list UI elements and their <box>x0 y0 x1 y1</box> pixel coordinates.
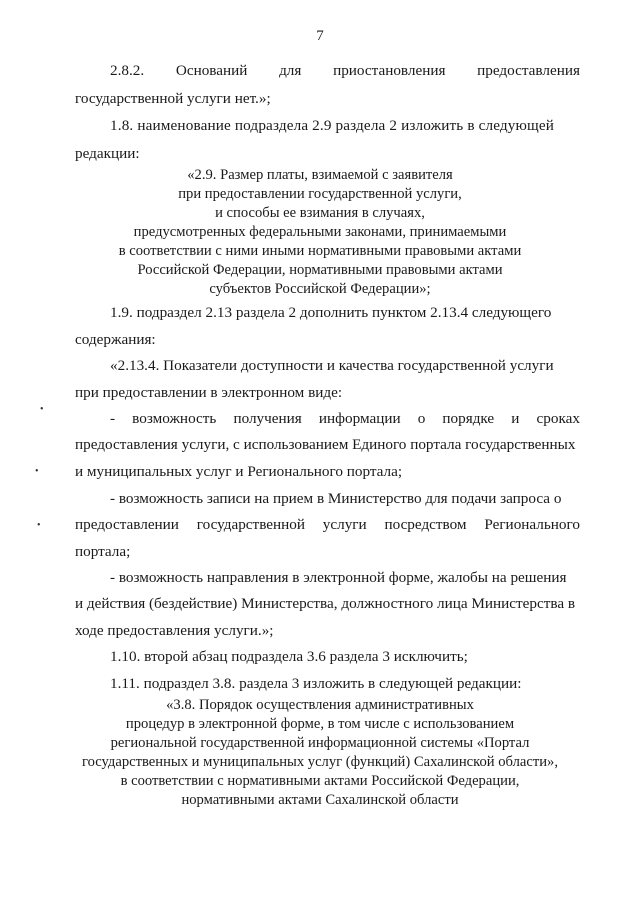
word: приостановления <box>333 62 446 79</box>
heading-line: предусмотренных федеральными законами, принимаемыми <box>133 224 507 240</box>
word: порядке <box>442 410 495 427</box>
paragraph-2-8-2-line1 <box>110 62 580 80</box>
heading-3-8 <box>60 696 580 810</box>
heading-2-9 <box>60 166 580 299</box>
paragraph-2-13-4-line2: при предоставлении в электронном виде: <box>75 384 343 401</box>
scan-artifact-mark: • <box>35 466 39 477</box>
bullet-1-line1 <box>110 410 580 428</box>
word: о <box>417 410 426 427</box>
heading-line: в соответствии с ними иными нормативными правовыми актами <box>118 243 522 259</box>
heading-line: нормативными актами Сахалинской области <box>181 792 459 808</box>
scan-artifact-mark: • <box>37 520 41 531</box>
heading-line: государственных и муниципальных услуг (функций) Сахалинской области», <box>81 754 558 770</box>
page-number: 7 <box>316 28 324 44</box>
heading-line: в соответствии с нормативными актами Российской Федерации, <box>120 773 520 789</box>
bullet-3-line2: и действия (бездействие) Министерства, должностного лица Министерства в <box>75 595 576 612</box>
word: возможность <box>132 410 217 427</box>
paragraph-1-9-line2: содержания: <box>75 331 156 348</box>
scan-artifact-mark: • <box>40 404 44 415</box>
word: для <box>279 62 302 79</box>
bullet-1-line2: предоставления услуги, с использованием Единого портала государственных <box>75 436 576 453</box>
bullet-2-line3: портала; <box>75 543 131 560</box>
word: информации <box>318 410 401 427</box>
bullet-3-line3: ходе предоставления услуги.»; <box>75 622 274 639</box>
word: Оснований <box>175 62 248 79</box>
heading-line: региональной государственной информационной системы «Портал <box>110 735 530 751</box>
heading-line: субъектов Российской Федерации»; <box>209 281 431 297</box>
heading-line: «2.9. Размер платы, взимаемой с заявителя <box>187 167 453 183</box>
paragraph-1-8-line1: 1.8. наименование подраздела 2.9 раздела 2 изложить в следующей <box>110 117 555 134</box>
heading-line: процедур в электронной форме, в том числе с использованием <box>125 716 515 732</box>
word: посредством <box>384 516 467 533</box>
word: услуги <box>322 516 367 533</box>
word: 2.8.2. <box>110 62 145 79</box>
paragraph-2-8-2-line2: государственной услуги нет.»; <box>75 90 271 107</box>
bullet-2-line1: - возможность записи на прием в Министерство для подачи запроса о <box>110 490 562 507</box>
paragraph-2-13-4-line1: «2.13.4. Показатели доступности и качества государственной услуги <box>110 357 554 374</box>
paragraph-1-8-line2: редакции: <box>75 145 140 162</box>
word: сроках <box>536 410 580 427</box>
heading-line: при предоставлении государственной услуги, <box>178 186 462 202</box>
word: - <box>110 410 116 427</box>
word: получения <box>233 410 302 427</box>
word: Регионального <box>484 516 580 533</box>
heading-line: и способы ее взимания в случаях, <box>215 205 425 221</box>
word: предоставления <box>477 62 580 79</box>
paragraph-1-10: 1.10. второй абзац подраздела 3.6 раздела 3 исключить; <box>110 648 468 665</box>
heading-line: «3.8. Порядок осуществления административных <box>166 697 474 713</box>
heading-line: Российской Федерации, нормативными правовыми актами <box>137 262 503 278</box>
paragraph-1-11: 1.11. подраздел 3.8. раздела 3 изложить в следующей редакции: <box>110 675 522 692</box>
bullet-1-line3: и муниципальных услуг и Регионального портала; <box>75 463 403 480</box>
word: и <box>511 410 520 427</box>
bullet-3-line1: - возможность направления в электронной форме, жалобы на решения <box>110 569 567 586</box>
word: предоставлении <box>75 516 179 533</box>
bullet-2-line2 <box>75 516 580 534</box>
word: государственной <box>196 516 305 533</box>
paragraph-1-9-line1: 1.9. подраздел 2.13 раздела 2 дополнить пунктом 2.13.4 следующего <box>110 304 552 321</box>
